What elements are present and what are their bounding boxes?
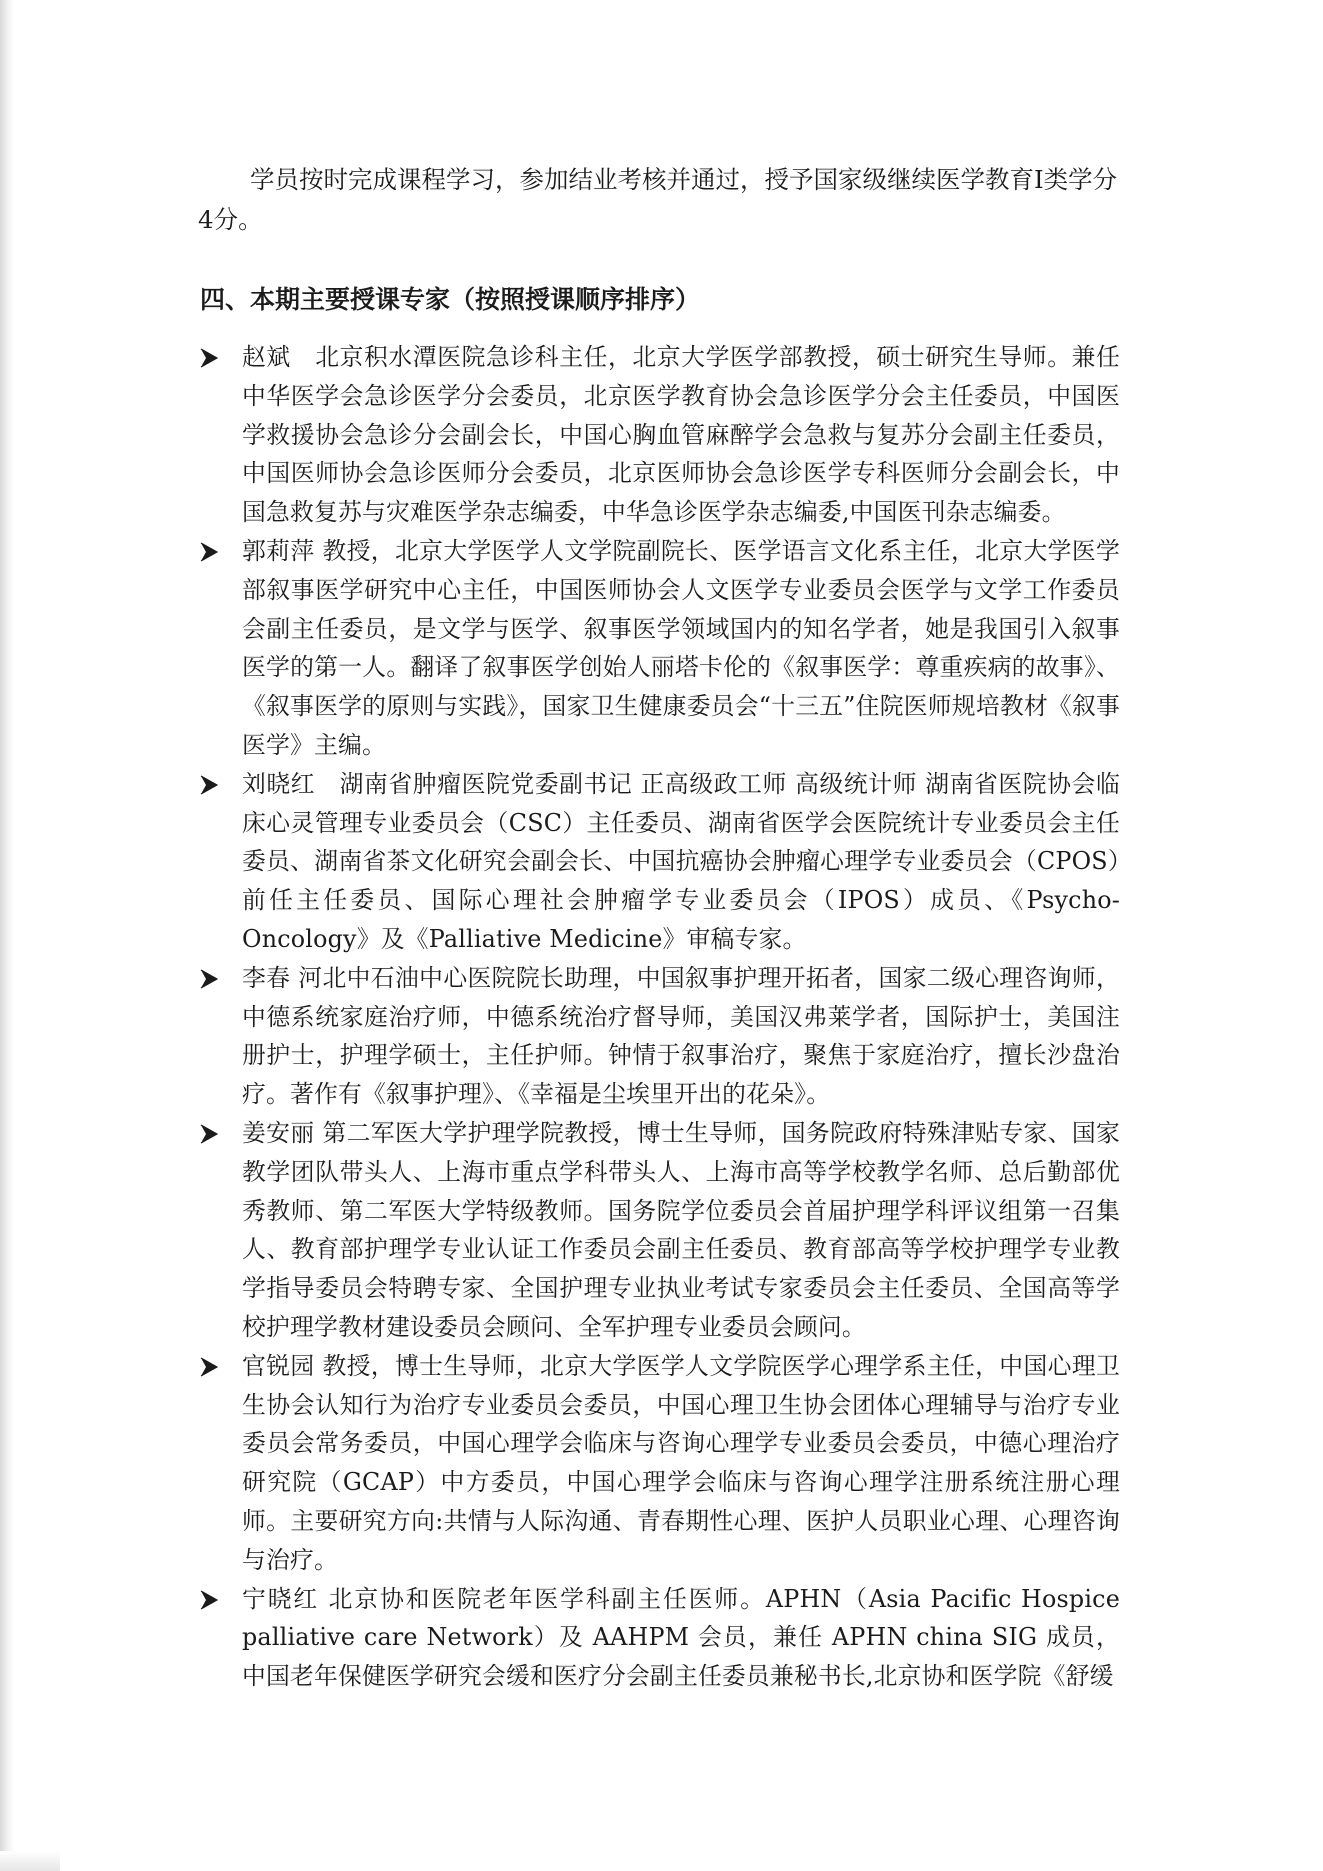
expert-item: [200, 1580, 1120, 1696]
arrow-bullet-icon: [200, 1124, 218, 1144]
arrow-bullet-icon: [200, 1590, 218, 1610]
arrow-bullet-icon: [200, 775, 218, 795]
expert-item: [200, 1114, 1120, 1347]
expert-item: [200, 532, 1120, 765]
section-heading: 四、本期主要授课专家（按照授课顺序排序）: [200, 285, 701, 314]
scan-shadow-edge: [0, 0, 14, 1871]
expert-list: [200, 338, 1120, 1696]
arrow-bullet-icon: [200, 542, 218, 562]
expert-bio: 官锐园 教授，博士生导师，北京大学医学人文学院医学心理学系主任，中国心理卫生协会认知行为治疗专业委员会委员，中国心理卫生协会团体心理辅导与治疗专业委员会常务委员，中国心理学会临床与咨询心理学专业委员会委员，中德心理治疗研究院（GCAP）中方委员，中国心理学会临床与咨询心理学注册系统注册心理师。主要研究方向:共情与人际沟通、青春期性心理、医护人员职业心理、心理咨询与治疗。: [242, 1351, 1120, 1574]
expert-item: [200, 959, 1120, 1114]
expert-item: [200, 1347, 1120, 1580]
expert-item: [200, 338, 1120, 532]
expert-bio: 刘晓红 湖南省肿瘤医院党委副书记 正高级政工师 高级统计师 湖南省医院协会临床心灵管理专业委员会（CSC）主任委员、湖南省医学会医院统计专业委员会主任委员、湖南省茶文化研究会副会长、中国抗癌协会肿瘤心理学专业委员会（CPOS）前任主任委员、国际心理社会肿瘤学专业委员会（IPOS）成员、《Psycho-Oncology》及《Palliative Medicine》审稿专家。: [242, 769, 1120, 953]
expert-bio: 宁晓红 北京协和医院老年医学科副主任医师。APHN（Asia Pacific Hospice palliative care Network）及 AAHPM 会员，兼任 APHN china SIG 成员，中国老年保健医学研究会缓和医疗分会副主任委员兼秘书长,北京协和医学院《舒缓: [242, 1584, 1120, 1691]
scan-shadow-corner: [0, 1851, 60, 1871]
expert-bio: 姜安丽 第二军医大学护理学院教授，博士生导师，国务院政府特殊津贴专家、国家教学团队带头人、上海市重点学科带头人、上海市高等学校教学名师、总后勤部优秀教师、第二军医大学特级教师。国务院学位委员会首届护理学科评议组第一召集人、教育部护理学专业认证工作委员会副主任委员、教育部高等学校护理学专业教学指导委员会特聘专家、全国护理专业执业考试专家委员会主任委员、全国高等学校护理学教材建设委员会顾问、全军护理专业委员会顾问。: [242, 1118, 1120, 1341]
expert-item: [200, 765, 1120, 959]
arrow-bullet-icon: [200, 1357, 218, 1377]
intro-paragraph: 学员按时完成课程学习，参加结业考核并通过，授予国家级继续医学教育Ⅰ类学分4分。: [198, 165, 1118, 234]
expert-bio: 赵斌 北京积水潭医院急诊科主任，北京大学医学部教授，硕士研究生导师。兼任中华医学会急诊医学分会委员，北京医学教育协会急诊医学分会主任委员，中国医学救援协会急诊分会副会长，中国心胸血管麻醉学会急救与复苏分会副主任委员，中国医师协会急诊医师分会委员，北京医师协会急诊医学专科医师分会副会长，中国急救复苏与灾难医学杂志编委，中华急诊医学杂志编委,中国医刊杂志编委。: [242, 343, 1120, 527]
expert-bio: 李春 河北中石油中心医院院长助理，中国叙事护理开拓者，国家二级心理咨询师，中德系统家庭治疗师，中德系统治疗督导师，美国汉弗莱学者，国际护士，美国注册护士，护理学硕士，主任护师。钟情于叙事治疗，聚焦于家庭治疗，擅长沙盘治疗。著作有《叙事护理》、《幸福是尘埃里开出的花朵》。: [242, 963, 1120, 1109]
expert-bio: 郭莉萍 教授，北京大学医学人文学院副院长、医学语言文化系主任，北京大学医学部叙事医学研究中心主任，中国医师协会人文医学专业委员会医学与文学工作委员会副主任委员，是文学与医学、叙事医学领域国内的知名学者，她是我国引入叙事医学的第一人。翻译了叙事医学创始人丽塔卡伦的《叙事医学：尊重疾病的故事》、《叙事医学的原则与实践》，国家卫生健康委员会“十三五”住院医师规培教材《叙事医学》主编。: [242, 536, 1120, 759]
arrow-bullet-icon: [200, 348, 218, 368]
arrow-bullet-icon: [200, 969, 218, 989]
